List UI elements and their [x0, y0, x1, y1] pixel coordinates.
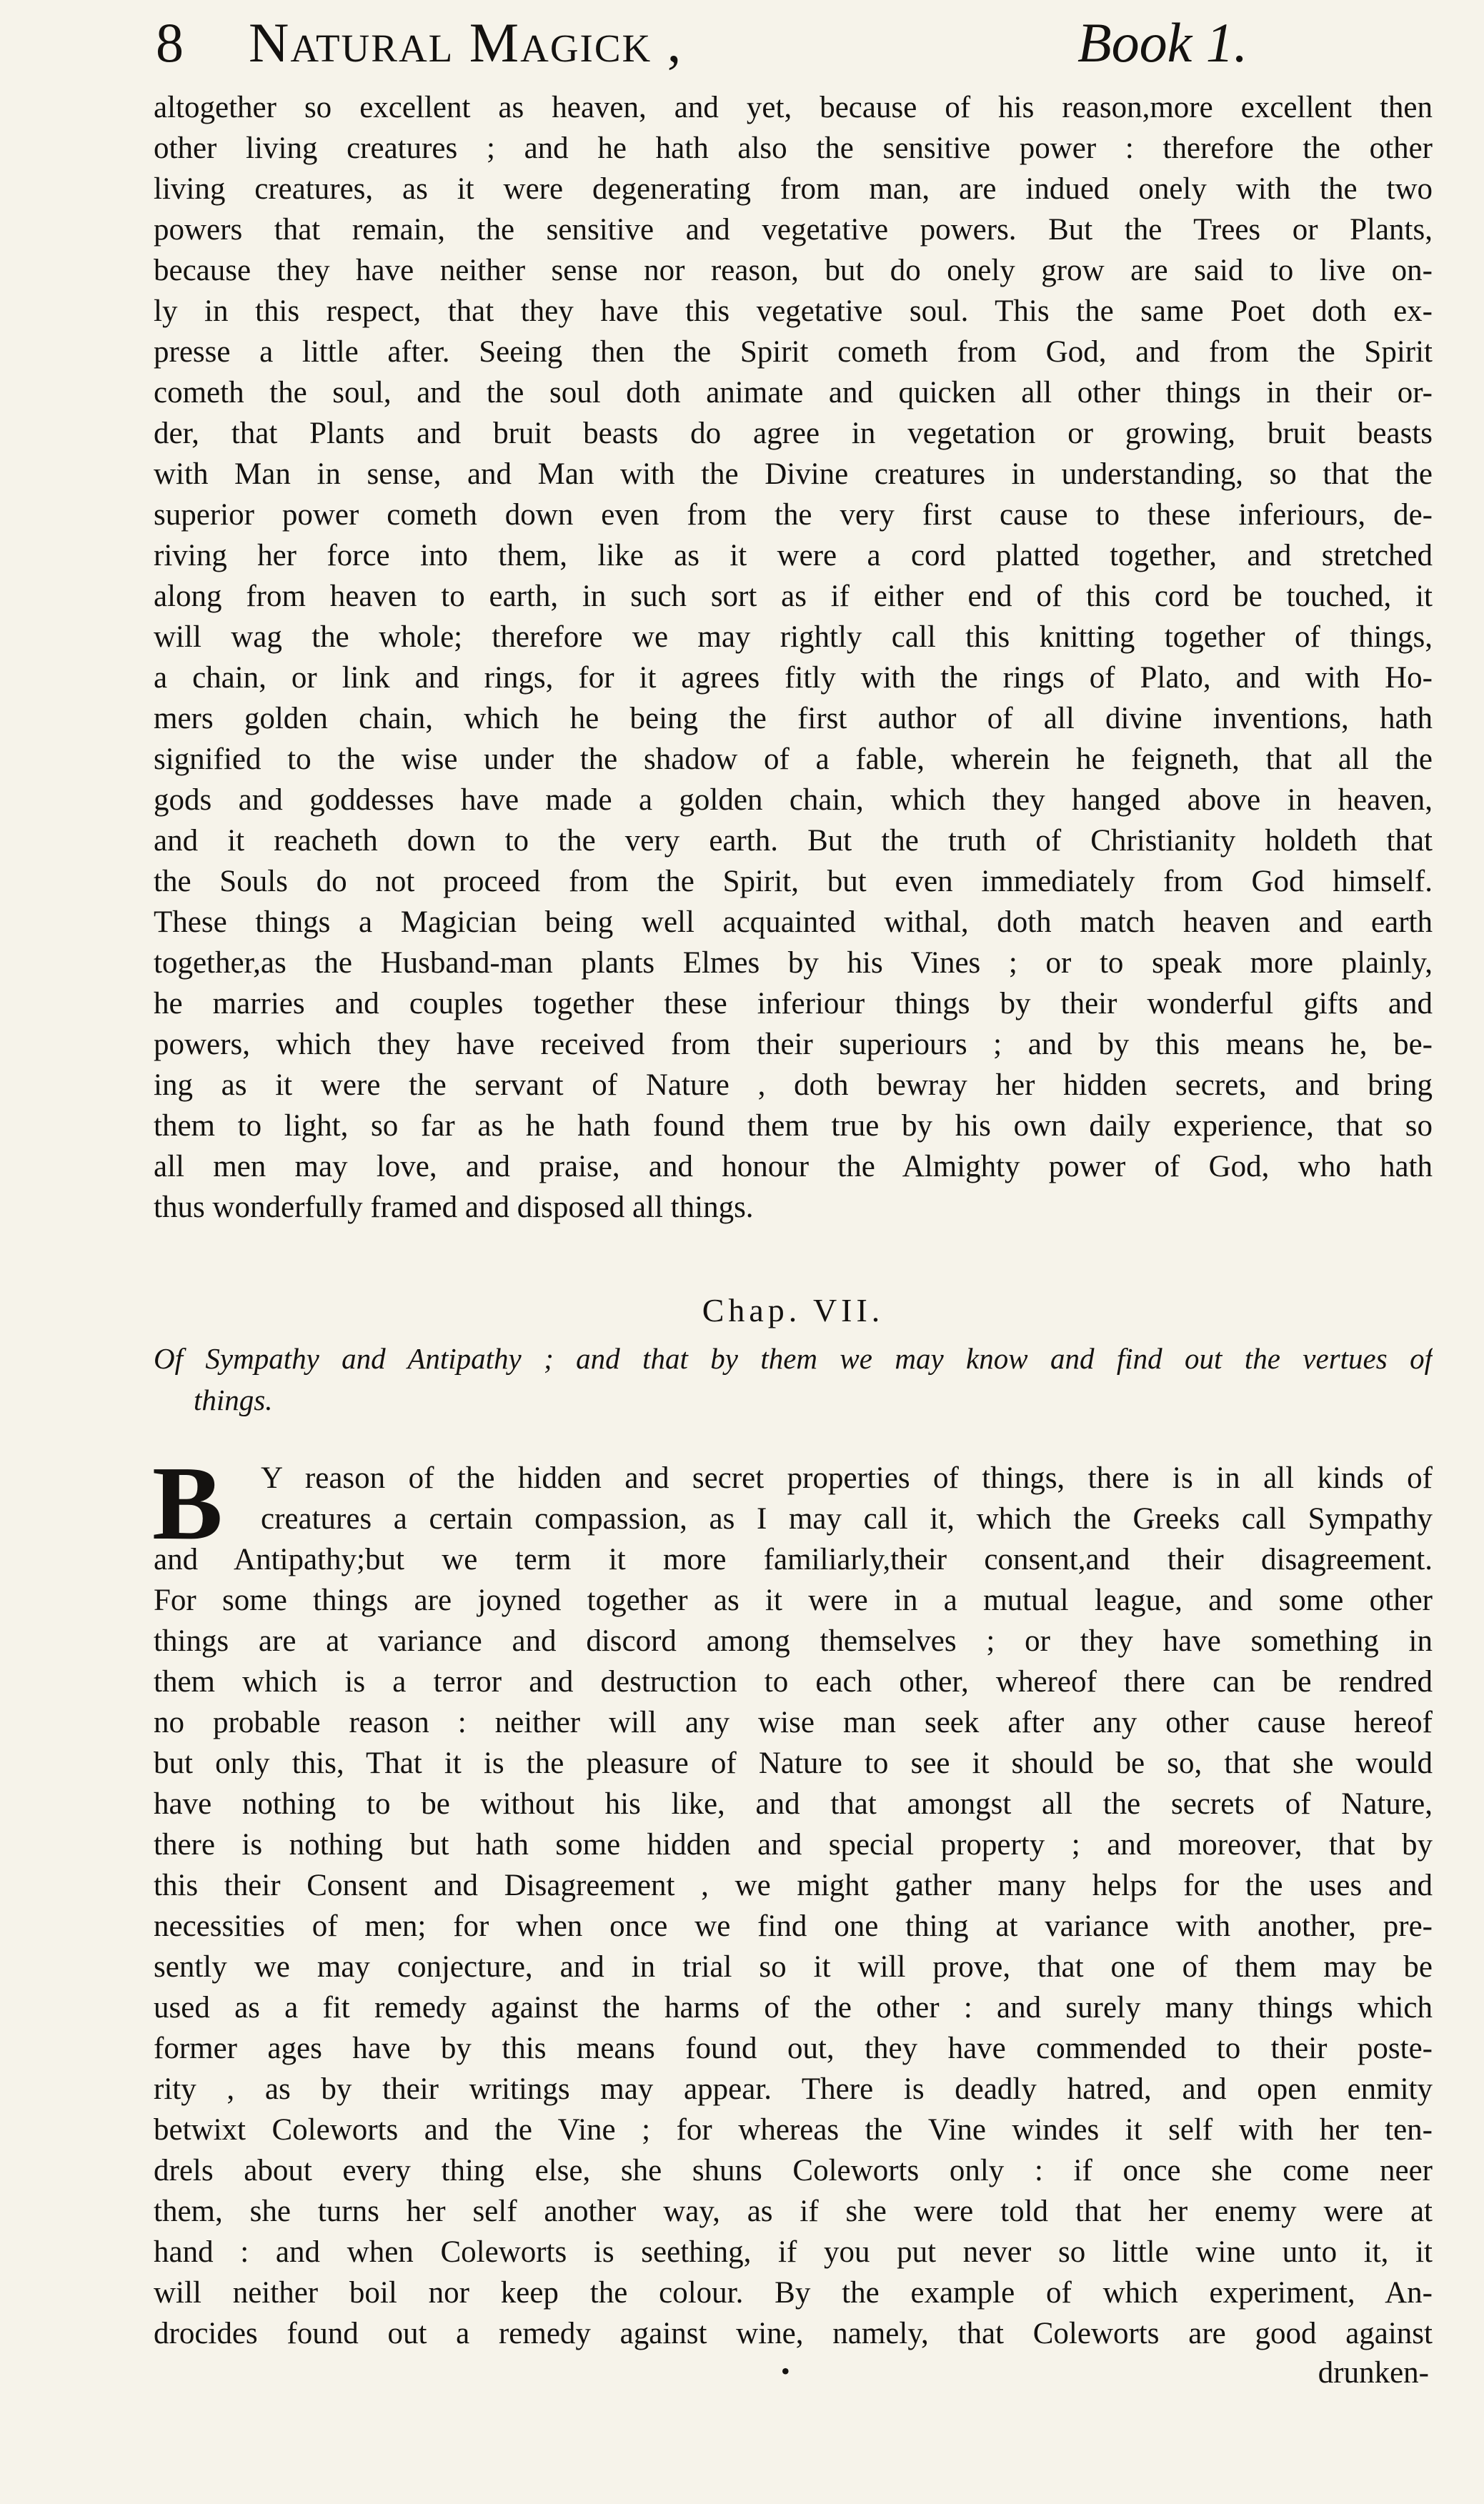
- text-line: powers, which they have received from their superiours ; and by this means he, be-: [154, 1028, 1433, 1061]
- text-line: ing as it were the servant of Nature , doth bewray her hidden secrets, and bring: [154, 1068, 1433, 1102]
- text-line: gods and goddesses have made a golden chain, which they hanged above in heaven,: [154, 783, 1433, 817]
- page-number: 8: [156, 11, 184, 74]
- text-line: former ages have by this means found out, they have commended to their poste-: [154, 2032, 1433, 2065]
- text-line: them which is a terror and destruction to each other, whereof there can be rendred: [154, 1665, 1433, 1699]
- text-line: ly in this respect, that they have this vegetative soul. This the same Poet doth ex-: [154, 294, 1433, 328]
- text-line: betwixt Coleworts and the Vine ; for whereas the Vine windes it self with her ten-: [154, 2113, 1433, 2147]
- text-line: things are at variance and discord among themselves ; or they have something in: [154, 1624, 1433, 1658]
- text-line: used as a fit remedy against the harms of the other : and surely many things which: [154, 1991, 1433, 2024]
- text-line: will wag the whole; therefore we may rightly call this knitting together of things,: [154, 620, 1433, 654]
- text-line: Y reason of the hidden and secret properties of things, there is in all kinds of: [261, 1461, 1433, 1495]
- text-line: signified to the wise under the shadow of a fable, wherein he feigneth, that all the: [154, 742, 1433, 776]
- catchword: drunken-: [1318, 2356, 1429, 2390]
- text-line: along from heaven to earth, in such sort as if either end of this cord be touched, it: [154, 580, 1433, 613]
- chapter-heading: Chap. VII.: [702, 1292, 885, 1328]
- text-line: and it reacheth down to the very earth. But the truth of Christianity holdeth that: [154, 824, 1433, 858]
- text-line: altogether so excellent as heaven, and yet, because of his reason,more excellent then: [154, 91, 1433, 124]
- text-line: cometh the soul, and the soul doth animate and quicken all other things in their or-: [154, 376, 1433, 409]
- text-line: have nothing to be without his like, and that amongst all the secrets of Nature,: [154, 1787, 1433, 1821]
- text-line: For some things are joyned together as it were in a mutual league, and some other: [154, 1584, 1433, 1617]
- text-line: These things a Magician being well acquainted withal, doth match heaven and earth: [154, 905, 1433, 939]
- text-line: this their Consent and Disagreement , we might gather many helps for the uses and: [154, 1869, 1433, 1902]
- text-line: mers golden chain, which he being the first author of all divine inventions, hath: [154, 702, 1433, 735]
- text-line: presse a little after. Seeing then the Spirit cometh from God, and from the Spirit: [154, 335, 1433, 369]
- text-line: sently we may conjecture, and in trial so it will prove, that one of them may be: [154, 1950, 1433, 1984]
- text-line: and Antipathy;but we term it more familiarly,their consent,and their disagreement.: [154, 1543, 1433, 1576]
- text-line: living creatures, as it were degenerating from man, are indued onely with the two: [154, 172, 1433, 206]
- text-line: them to light, so far as he hath found them true by his own daily experience, that so: [154, 1109, 1433, 1143]
- text-line: necessities of men; for when once we find one thing at variance with another, pre-: [154, 1909, 1433, 1943]
- text-line: drels about every thing else, she shuns Coleworts only : if once she come neer: [154, 2154, 1433, 2187]
- running-header: [150, 7, 1429, 86]
- text-line: all men may love, and praise, and honour the Almighty power of God, who hath: [154, 1150, 1433, 1183]
- text-line: with Man in sense, and Man with the Divine creatures in understanding, so that the: [154, 457, 1433, 491]
- text-line: drocides found out a remedy against wine, namely, that Coleworts are good against: [154, 2317, 1433, 2350]
- text-line: der, that Plants and bruit beasts do agree in vegetation or growing, bruit beasts: [154, 417, 1433, 450]
- text-line: will neither boil nor keep the colour. By the example of which experiment, An-: [154, 2276, 1433, 2310]
- text-line: other living creatures ; and he hath also the sensitive power : therefore the other: [154, 131, 1433, 165]
- text-line: thus wonderfully framed and disposed all things.: [154, 1191, 754, 1224]
- text-line: the Souls do not proceed from the Spirit, but even immediately from God himself.: [154, 865, 1433, 898]
- text-line: but only this, That it is the pleasure of Nature to see it should be so, that she would: [154, 1747, 1433, 1780]
- text-line: creatures a certain compassion, as I may call it, which the Greeks call Sympathy: [261, 1502, 1433, 1536]
- text-line: he marries and couples together these inferiour things by their wonderful gifts and: [154, 987, 1433, 1020]
- subtitle-line: Of Sympathy and Antipathy ; and that by them we may know and find out the vertues of: [154, 1342, 1433, 1375]
- text-line: powers that remain, the sensitive and vegetative powers. But the Trees or Plants,: [154, 213, 1433, 247]
- book-label: Book 1.: [1077, 11, 1248, 74]
- text-line: a chain, or link and rings, for it agrees fitly with the rings of Plato, and with Ho-: [154, 661, 1433, 695]
- text-line: riving her force into them, like as it were a cord platted together, and stretched: [154, 539, 1433, 572]
- text-line: hand : and when Coleworts is seething, if you put never so little wine unto it, it: [154, 2235, 1433, 2269]
- text-line: because they have neither sense nor reason, but do onely grow are said to live on-: [154, 254, 1433, 287]
- signature-mark: •: [781, 2357, 790, 2385]
- drop-cap: B: [152, 1445, 223, 1562]
- text-line: superior power cometh down even from the very first cause to these inferiours, de-: [154, 498, 1433, 532]
- chapter-subtitle: [154, 1338, 1433, 1421]
- text-line: there is nothing but hath some hidden and special property ; and moreover, that by: [154, 1828, 1433, 1862]
- subtitle-line: things.: [194, 1383, 273, 1416]
- paragraph-1: [154, 87, 1433, 1228]
- text-line: them, she turns her self another way, as if she were told that her enemy were at: [154, 2195, 1433, 2228]
- text-line: no probable reason : neither will any wise man seek after any other cause hereof: [154, 1706, 1433, 1739]
- text-line: rity , as by their writings may appear. There is deadly hatred, and open enmity: [154, 2072, 1433, 2106]
- running-title: Natural Magick ,: [249, 11, 683, 74]
- paragraph-2: [154, 1458, 1433, 2354]
- text-line: together,as the Husband-man plants Elmes by his Vines ; or to speak more plainly,: [154, 946, 1433, 980]
